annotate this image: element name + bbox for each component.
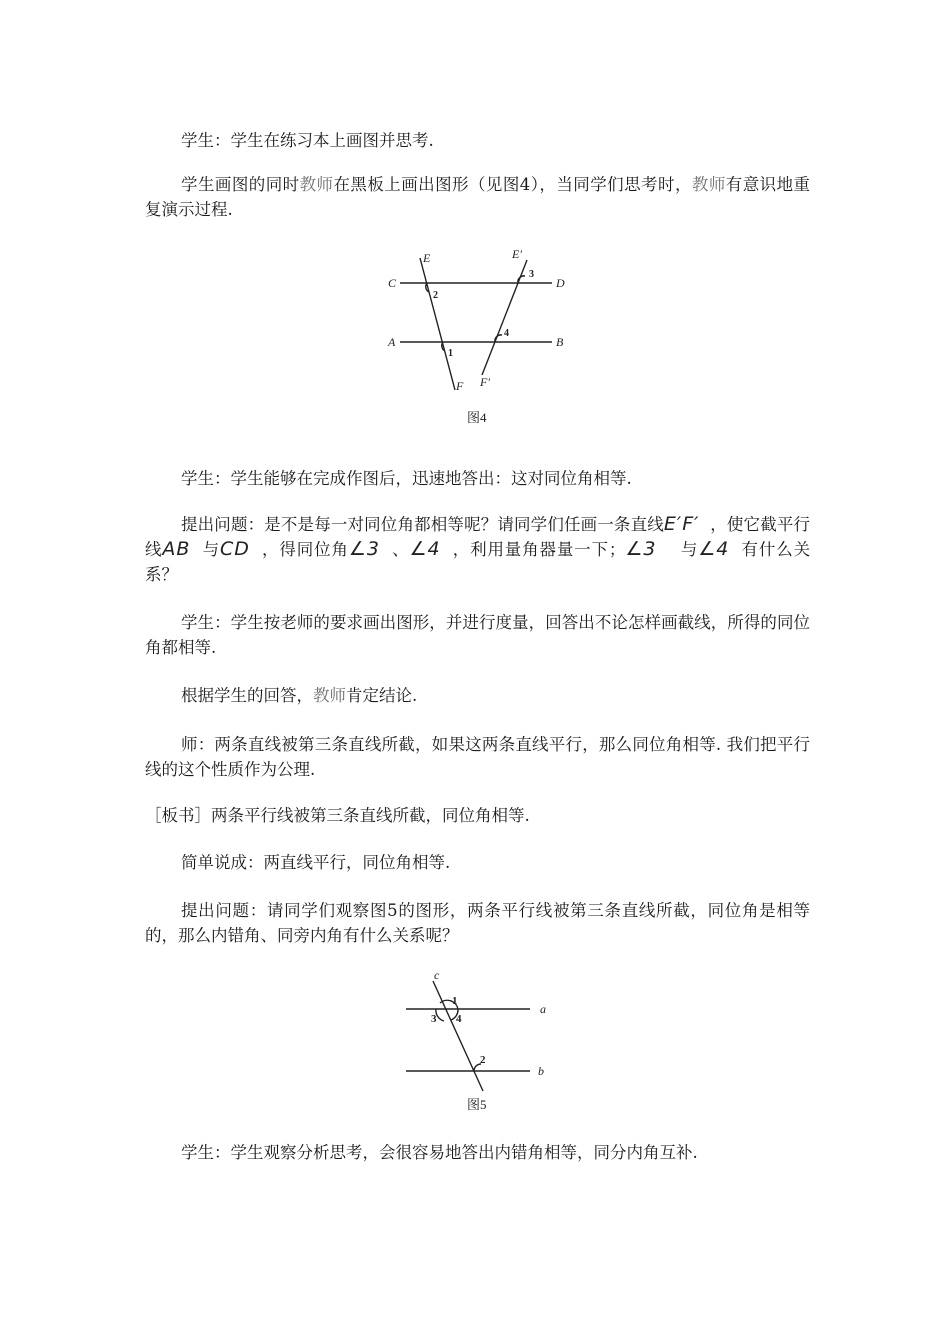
teacher-word: 教师: [299, 175, 334, 194]
figure-4-diagram: [370, 240, 590, 435]
label-c: c: [434, 968, 440, 982]
paragraph-student-conclusion: [145, 1140, 810, 1165]
label-e: E: [423, 251, 431, 265]
math-e-prime-f-prime: E′F′: [663, 513, 700, 535]
label-e-prime: E′: [512, 247, 522, 261]
angle-3-arc: [436, 1009, 444, 1021]
paragraph-student-measure: [145, 610, 810, 660]
text: ，使它截平行线: [145, 515, 811, 559]
figure-5: [400, 965, 560, 1115]
text: 与: [680, 540, 699, 559]
text: 有什么关系？: [145, 540, 811, 584]
text: 根据学生的回答，: [181, 686, 313, 705]
figure-5-caption: 图5: [467, 1097, 487, 1112]
paragraph-student-answer: [145, 466, 810, 491]
text: 、: [392, 540, 410, 559]
text: ，得同位角: [262, 540, 349, 559]
label-angle-2: 2: [480, 1054, 486, 1066]
figure-4: [370, 240, 590, 435]
label-a: a: [540, 1002, 546, 1016]
text: ；: [608, 540, 626, 559]
math-angle-4: ∠4: [409, 538, 441, 560]
text: 在黑板上画出图形（见图4），当同学们思考时，: [333, 175, 692, 194]
figure-5-diagram: [400, 965, 560, 1115]
text: 学生：学生在练习本上画图并思考.: [181, 131, 434, 150]
label-a: A: [388, 335, 396, 349]
math-angle-3: ∠3: [348, 538, 380, 560]
label-angle-4: 4: [504, 328, 509, 339]
text: 学生画图的同时: [181, 175, 300, 194]
label-angle-3: 3: [431, 1013, 437, 1025]
label-angle-1: 1: [452, 995, 458, 1007]
text: 肯定结论.: [346, 686, 418, 705]
paragraph-teacher-axiom: [145, 732, 810, 782]
paragraph-board-note: [145, 803, 810, 828]
label-angle-2: 2: [433, 290, 438, 301]
paragraph-question-figure-5: [145, 898, 810, 948]
math-angle-3: ∠3: [625, 538, 657, 560]
paragraph-question-measure: [145, 512, 810, 587]
teacher-word: 教师: [313, 686, 346, 705]
paragraph-teacher-conclusion: [145, 683, 810, 708]
label-angle-3: 3: [529, 269, 534, 280]
text: ，利用量角器量一下: [452, 540, 609, 559]
text: 简单说成：两直线平行，同位角相等.: [181, 853, 451, 872]
label-angle-1: 1: [448, 348, 453, 359]
text: 提出问题：请同学们观察图5的图形，两条平行线被第三条直线所截，同位角是相等的，那么内错角、同旁内角有什么关系呢？: [145, 901, 810, 945]
label-b: b: [538, 1064, 544, 1078]
text: 学生：学生能够在完成作图后，迅速地答出：这对同位角相等.: [181, 469, 632, 488]
text: 有意识地重复演示过程.: [145, 175, 811, 219]
label-angle-4: 4: [456, 1013, 462, 1025]
teacher-word: 教师: [691, 175, 726, 194]
text: 学生：学生观察分析思考，会很容易地答出内错角相等，同分内角互补.: [181, 1143, 698, 1162]
math-ab: AB: [162, 538, 191, 560]
text: 学生：学生按老师的要求画出图形，并进行度量，回答出不论怎样画截线，所得的同位角都相等.: [145, 613, 810, 657]
figure-4-caption: 图4: [467, 410, 487, 425]
label-b: B: [556, 335, 564, 349]
label-c: C: [388, 276, 397, 290]
line-c: [433, 981, 483, 1091]
text: 与: [202, 540, 220, 559]
label-f: F: [456, 379, 464, 393]
math-angle-4: ∠4: [698, 538, 730, 560]
paragraph-teacher-demo: [145, 172, 810, 222]
text: 师：两条直线被第三条直线所截，如果这两条直线平行，那么同位角相等. 我们把平行线的这个性质作为公理.: [145, 735, 810, 779]
label-f-prime: F′: [480, 375, 490, 389]
math-cd: CD: [219, 538, 250, 560]
label-d: D: [556, 276, 565, 290]
paragraph-student-draw: [145, 128, 810, 153]
line-ef: [420, 258, 455, 390]
paragraph-short-form: [145, 850, 810, 875]
text: ［板书］两条平行线被第三条直线所截，同位角相等.: [145, 806, 530, 825]
text: 提出问题：是不是每一对同位角都相等呢？请同学们任画一条直线: [181, 515, 664, 534]
